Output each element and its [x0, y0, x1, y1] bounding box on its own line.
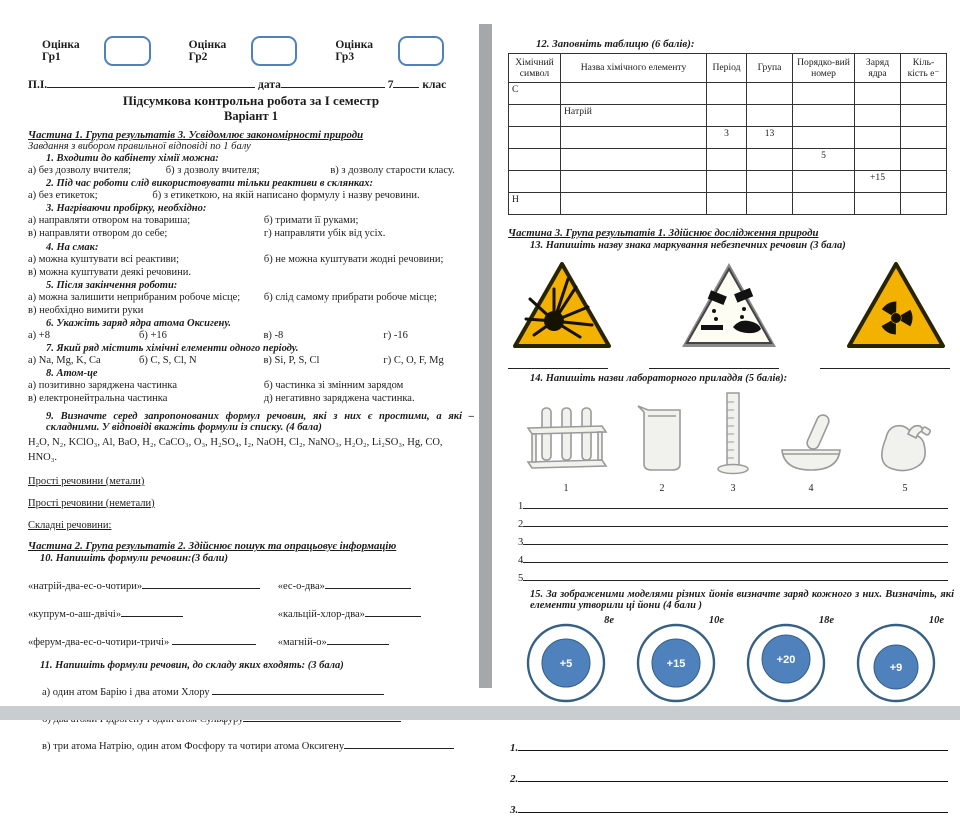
q2-option-b[interactable]: б) з етикеткою, на якій написано формулу і назву речовини.	[152, 190, 420, 202]
equipment-number-1: 1	[563, 483, 569, 494]
q7-options	[28, 354, 474, 367]
q4-option-b[interactable]: б) не можна куштувати жодні речовини;	[263, 253, 444, 265]
part1-heading: Частина 1. Група результатів 3. Усвідомлює закономірності природи	[28, 129, 364, 141]
equipment-number-5: 5	[902, 483, 908, 494]
q11-stem: 11. Напишіть формули речовин, до складу яких входять: (3 бала)	[40, 659, 344, 671]
nonmetals-label[interactable]: Прості речовини (неметали)	[28, 497, 155, 509]
q15-blank-3[interactable]	[518, 801, 948, 813]
q7-option-a[interactable]: а) Na, Mg, K, Ca	[28, 355, 101, 367]
q15-stem: 15. За зображеними моделями різних йонів визначте заряд кожного з них. Визначіть, які елементи утворили ці йони (4 бали )	[530, 589, 954, 611]
mortar-pestle-icon	[776, 412, 846, 481]
q5-stem: 5. Після закінчення роботи:	[46, 279, 178, 291]
right-page	[508, 0, 954, 816]
document-title: Підсумкова контрольна робота за І семестр	[122, 93, 380, 108]
q7-stem: 7. Який ряд містить хімічні елементи одного періоду.	[46, 343, 299, 355]
q10-blank-right-1[interactable]	[325, 577, 411, 589]
q12-cell[interactable]	[793, 193, 855, 215]
q12-cell[interactable]	[901, 83, 947, 105]
q12-table	[508, 53, 947, 215]
q4-options	[28, 253, 474, 279]
q10-stem: 10. Напишіть формули речовин:(3 бали)	[40, 552, 228, 564]
q12-cell[interactable]	[707, 149, 747, 171]
ion3-diagram	[744, 621, 828, 705]
q11-item-v: в) три атома Натрію, один атом Фосфору та чотири атома Оксигену	[42, 737, 474, 752]
q10-blank-right-2[interactable]	[365, 605, 421, 617]
variant-label: Варіант 1	[224, 109, 278, 123]
q12-cell[interactable]	[855, 149, 901, 171]
q14-blank-2[interactable]	[523, 515, 948, 527]
beaker-icon	[634, 404, 690, 481]
q9-stem: 9. Визначте серед запропонованих формул речовин, які з них є простими, а які – складними. У відповіді вкажіть формули із списку. (4 бала)	[46, 410, 474, 433]
equipment-item-4	[776, 412, 846, 494]
equipment-number-2: 2	[659, 483, 665, 494]
q5-option-a[interactable]: а) можна залишити неприбраним робоче місце;	[28, 291, 241, 303]
q5-option-v[interactable]: в) необхідно вимити руки	[28, 304, 144, 316]
q12-row-4	[509, 149, 947, 171]
q12-row-6	[509, 193, 947, 215]
q8-option-b[interactable]: б) частинка зі змінним зарядом	[263, 380, 404, 392]
q12-cell[interactable]	[747, 105, 793, 127]
q6-options	[28, 329, 474, 342]
q12-cell[interactable]	[707, 193, 747, 215]
ion2-diagram	[634, 621, 718, 705]
q8-option-a[interactable]: а) позитивно заряджена частинка	[28, 380, 178, 392]
q2-options	[28, 189, 474, 202]
equipment-item-2	[634, 404, 690, 494]
q14-blank-5[interactable]	[523, 569, 948, 581]
grade-number: 7	[387, 79, 394, 91]
q12-cell[interactable]	[747, 149, 793, 171]
q12-col-period: Період	[707, 54, 747, 83]
part3-heading: Частина 3. Група результатів 1. Здійснює дослідження природи	[508, 227, 819, 239]
name-blank[interactable]	[47, 76, 255, 88]
q8-stem: 8. Атом-це	[46, 368, 98, 380]
explosive-icon	[510, 259, 614, 351]
q12-cell[interactable]	[509, 149, 561, 171]
q3-option-a[interactable]: а) направляти отвором на товариша;	[28, 215, 191, 227]
q10-blank-left-2[interactable]	[121, 605, 183, 617]
q4-option-v[interactable]: в) можна куштувати деякі речовини.	[28, 266, 191, 278]
q12-cell[interactable]	[561, 127, 707, 149]
q10-right-3: «магній-о»	[278, 633, 474, 648]
q12-cell[interactable]	[509, 171, 561, 193]
q1-stem: 1. Входити до кабінету хімії можна:	[46, 153, 219, 164]
q6-option-b[interactable]: б) +16	[139, 330, 167, 341]
q12-cell[interactable]	[901, 127, 947, 149]
q14-answer-line-2: 2	[518, 515, 948, 530]
equipment-item-5	[872, 418, 938, 494]
q2-option-a[interactable]: а) без етикеток;	[28, 190, 98, 202]
pi-label: П.І.	[28, 79, 48, 91]
q8-option-v[interactable]: в) електронейтральна частинка	[28, 393, 168, 405]
ion4-electron-count: 10е	[928, 615, 944, 626]
q5-option-b[interactable]: б) слід самому прибрати робоче місце;	[263, 291, 437, 303]
q12-row-1	[509, 83, 947, 105]
q12-cell[interactable]	[707, 171, 747, 193]
q12-cell[interactable]: +15	[855, 171, 901, 193]
q12-cell[interactable]	[707, 83, 747, 105]
date-blank[interactable]	[281, 76, 385, 88]
equipment-item-3	[716, 390, 750, 494]
q12-cell[interactable]	[747, 171, 793, 193]
q12-col-electrons: Кіль-кість е⁻	[901, 54, 947, 83]
q12-cell[interactable]	[793, 105, 855, 127]
svg-text:+20: +20	[776, 654, 796, 666]
q2-stem: 2. Під час роботи слід використовувати тільки реактиви в склянках:	[46, 178, 373, 190]
q3-option-b[interactable]: б) тримати її руками;	[263, 215, 359, 227]
part2-heading: Частина 2. Група результатів 2. Здійснює пошук та опрацьовує інформацію	[28, 539, 397, 552]
q3-options	[28, 214, 474, 240]
q6-option-a[interactable]: а) +8	[28, 330, 50, 341]
ion3-electron-count: 18е	[818, 615, 834, 626]
q12-cell[interactable]	[855, 83, 901, 105]
q10-blank-left-3[interactable]	[172, 633, 256, 645]
q4-option-a[interactable]: а) можна куштувати всі реактиви;	[28, 253, 180, 265]
q15-answer-line-3: 3.	[510, 801, 948, 816]
q12-cell[interactable]	[561, 83, 707, 105]
q14-stem: 14. Напишіть назви лабораторного приладдя (5 балів):	[530, 373, 788, 384]
q10-blank-right-3[interactable]	[327, 633, 389, 645]
grade1-label: Оцінка Гр1	[42, 39, 80, 63]
q14-answer-line-4: 4	[518, 551, 948, 566]
q10-left-2: «купрум-о-аш-двічі»	[28, 605, 278, 620]
q6-option-v[interactable]: в) -8	[263, 330, 284, 341]
left-page	[28, 0, 474, 752]
equipment-number-3: 3	[730, 483, 736, 494]
q12-col-name: Назва хімічного елементу	[561, 54, 707, 83]
q11-blank-a[interactable]	[212, 683, 384, 695]
q10-row-2	[28, 605, 474, 620]
q12-cell[interactable]	[901, 105, 947, 127]
q13-blank-2[interactable]	[649, 357, 779, 369]
q5-options	[28, 291, 474, 317]
q12-col-group: Група	[747, 54, 793, 83]
q12-stem: 12. Заповніть таблицю (6 балів):	[536, 38, 695, 50]
q4-stem: 4. На смак:	[46, 241, 99, 253]
q15-blank-1[interactable]	[518, 739, 948, 751]
q14-blank-4[interactable]	[523, 551, 948, 563]
q12-cell[interactable]	[855, 193, 901, 215]
q3-option-g[interactable]: г) направляти убік від усіх.	[263, 228, 386, 240]
q12-cell[interactable]	[747, 193, 793, 215]
q10-left-3: «ферум-два-ес-о-чотири-тричі»	[28, 633, 278, 648]
q14-blank-1[interactable]	[523, 497, 948, 509]
q12-cell[interactable]	[793, 127, 855, 149]
q11-blank-v[interactable]	[344, 737, 454, 749]
q14-answer-line-3: 3	[518, 533, 948, 548]
q14-answer-line-1: 1	[518, 497, 948, 512]
q12-cell[interactable]	[509, 105, 561, 127]
q12-cell[interactable]: 5	[793, 149, 855, 171]
grade2-label: Оцінка Гр2	[188, 39, 227, 63]
q12-cell[interactable]	[561, 171, 707, 193]
hazard-signs-row	[510, 259, 948, 351]
q12-cell[interactable]	[793, 83, 855, 105]
q13-answer-blanks	[508, 357, 950, 369]
date-label: дата	[258, 79, 281, 91]
grade2-box[interactable]	[251, 36, 297, 66]
ion1-electron-count: 8е	[604, 615, 614, 626]
q3-option-v[interactable]: в) направляти отвором до себе;	[28, 228, 168, 240]
q12-cell[interactable]	[901, 193, 947, 215]
page-divider	[479, 24, 492, 688]
wash-jug-icon	[872, 418, 938, 481]
q15-blank-2[interactable]	[518, 770, 948, 782]
q7-option-b[interactable]: б) C, S, Cl, N	[139, 355, 197, 367]
q11-item-a: а) один атом Барію і два атоми Хлору	[42, 683, 474, 698]
grade3-box[interactable]	[398, 36, 444, 66]
q8-options	[28, 379, 474, 405]
q10-right-2: «кальцій-хлор-два»	[278, 605, 474, 620]
equipment-number-4: 4	[808, 483, 814, 494]
equipment-row	[508, 390, 954, 494]
q13-stem: 13. Напишіть назву знака маркування небезпечних речовин (3 бала)	[530, 240, 846, 251]
test-tube-rack-icon	[524, 404, 608, 481]
q6-option-g[interactable]: г) -16	[383, 330, 408, 341]
q12-row-3	[509, 127, 947, 149]
q12-cell[interactable]	[901, 149, 947, 171]
q12-row-5	[509, 171, 947, 193]
svg-text:+15: +15	[666, 658, 686, 670]
q10-blank-left-1[interactable]	[142, 577, 260, 589]
q10-right-1: «ес-о-два»	[278, 577, 474, 592]
class-label: клас	[422, 79, 447, 91]
q10-row-1	[28, 577, 474, 592]
q12-cell[interactable]	[855, 127, 901, 149]
q7-option-g[interactable]: г) C, O, F, Mg	[383, 355, 444, 367]
ion2-electron-count: 10е	[708, 615, 724, 626]
q1-option-a[interactable]: а) без дозволу вчителя;	[28, 165, 132, 176]
svg-text:+5: +5	[559, 658, 573, 670]
metals-label[interactable]: Прості речовини (метали)	[28, 475, 145, 487]
grades-row	[42, 36, 474, 66]
radioactive-icon	[844, 259, 948, 351]
q10-left-1: «натрій-два-ес-о-чотири»	[28, 577, 278, 592]
q12-cell[interactable]: H	[509, 193, 561, 215]
q1-option-b[interactable]: б) з дозволу вчителя;	[165, 165, 260, 176]
q12-row-2	[509, 105, 947, 127]
grade3-label: Оцінка Гр3	[335, 39, 373, 63]
ion1-diagram	[524, 621, 608, 705]
graduated-cylinder-icon	[716, 390, 750, 481]
q12-cell[interactable]	[855, 105, 901, 127]
q12-cell[interactable]	[793, 171, 855, 193]
q12-cell[interactable]	[901, 171, 947, 193]
q3-stem: 3. Нагріваючи пробірку, необхідно:	[46, 203, 207, 215]
ion4-diagram	[854, 621, 938, 705]
q15-answer-line-1: 1.	[510, 739, 948, 754]
part1-subheading: Завдання з вибором правильної відповіді по 1 балу	[28, 141, 251, 152]
q1-options	[28, 164, 474, 177]
bottom-edge-strip	[0, 706, 960, 720]
class-blank[interactable]	[393, 76, 419, 88]
q12-cell[interactable]	[509, 127, 561, 149]
q9-formula-list: H₂O, N₂, KClO₃, Al, BaO, H₂, CaCO₃, O₃, H₂SO₄, I₂, NaOH, Cl₂, NaNO₃, H₂O₂, Li₂SO₃, Hg, CO, HNO₃.	[28, 436, 443, 463]
corrosive-icon	[679, 259, 779, 351]
q12-cell[interactable]: Натрій	[561, 105, 707, 127]
q12-col-charge: Заряд ядра	[855, 54, 901, 83]
q12-cell[interactable]	[747, 83, 793, 105]
q7-option-v[interactable]: в) Si, P, S, Cl	[263, 355, 320, 367]
q1-option-v[interactable]: в) з дозволу старости класу.	[330, 165, 455, 176]
q12-cell[interactable]: 3	[707, 127, 747, 149]
q12-col-ordinal: Порядко-вий номер	[793, 54, 855, 83]
q14-answer-line-5: 5	[518, 569, 948, 584]
q13-blank-3[interactable]	[820, 357, 950, 369]
q12-cell[interactable]: 13	[747, 127, 793, 149]
q12-cell[interactable]	[561, 149, 707, 171]
q12-cell[interactable]	[707, 105, 747, 127]
svg-text:+9: +9	[889, 662, 903, 674]
q12-col-symbol: Хімічний символ	[509, 54, 561, 83]
q10-row-3	[28, 633, 474, 648]
equipment-item-1	[524, 404, 608, 494]
q12-cell[interactable]: C	[509, 83, 561, 105]
q13-blank-1[interactable]	[508, 357, 608, 369]
q6-stem: 6. Укажіть заряд ядра атома Оксигену.	[46, 318, 231, 329]
q14-blank-3[interactable]	[523, 533, 948, 545]
q12-cell[interactable]	[561, 193, 707, 215]
grade1-box[interactable]	[104, 36, 150, 66]
complex-label[interactable]: Складні речовини:	[28, 519, 112, 531]
name-date-line	[28, 76, 474, 91]
q8-option-d[interactable]: д) негативно заряджена частинка.	[263, 393, 415, 405]
q15-answer-line-2: 2.	[510, 770, 948, 785]
q12-header-row	[509, 54, 947, 83]
